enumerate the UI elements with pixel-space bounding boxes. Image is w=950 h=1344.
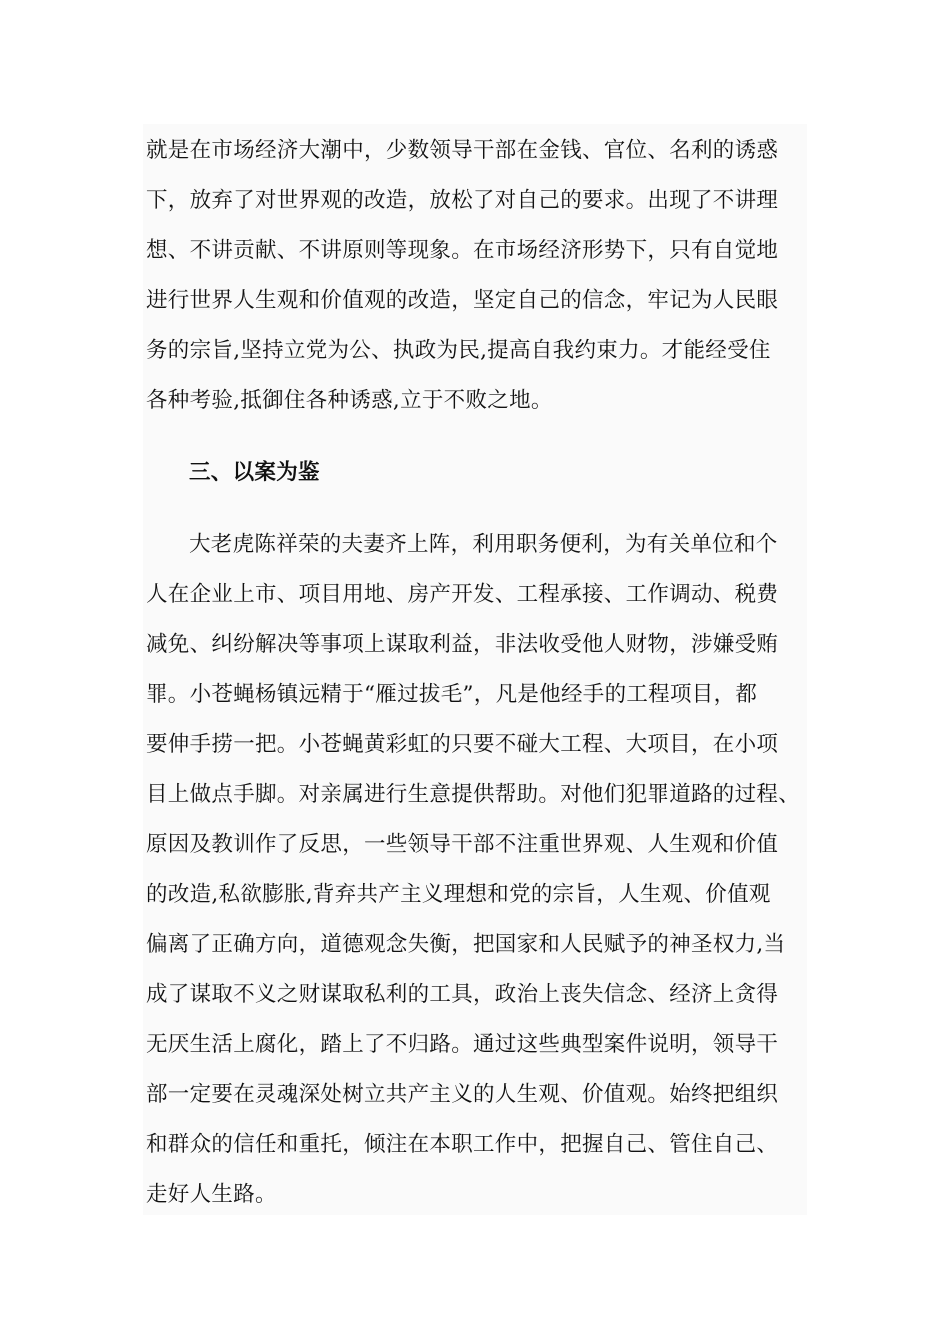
paragraph-1-line-1: 就是在市场经济大潮中，少数领导干部在金钱、官位、名利的诱惑: [146, 138, 779, 163]
paragraph-2-line-2: 人在企业上市、项目用地、房产开发、工程承接、工作调动、税费: [146, 582, 779, 607]
paragraph-2-line-11: 无厌生活上腐化，踏上了不归路。通过这些典型案件说明，领导干: [146, 1032, 779, 1057]
paragraph-2-line-10: 成了谋取不义之财谋取私利的工具，政治上丧失信念、经济上贪得: [146, 982, 779, 1007]
paragraph-1-line-4: 进行世界人生观和价值观的改造，坚定自己的信念，牢记为人民眼: [146, 288, 779, 313]
paragraph-2-line-8: 的改造,私欲膨胀,背弃共产主义理想和党的宗旨，人生观、价值观: [146, 882, 771, 907]
paragraph-2-line-9: 偏离了正确方向，道德观念失衡，把国家和人民赋予的神圣权力,当: [146, 932, 786, 957]
paragraph-1-line-3: 想、不讲贡献、不讲原则等现象。在市场经济形势下，只有自觉地: [146, 238, 779, 263]
paragraph-2-line-7: 原因及教训作了反思，一些领导干部不注重世界观、人生观和价值: [146, 832, 779, 857]
paragraph-1-line-5: 务的宗旨,坚持立党为公、执政为民,提高自我约束力。才能经受住: [146, 338, 771, 363]
paragraph-1-line-2: 下，放弃了对世界观的改造，放松了对自己的要求。出现了不讲理: [146, 188, 779, 213]
paragraph-1-line-6: 各种考验,抵御住各种诱惑,立于不败之地。: [146, 388, 553, 413]
paragraph-2-line-6: 目上做点手脚。对亲属进行生意提供帮助。对他们犯罪道路的过程、: [146, 782, 801, 807]
paragraph-2-line-14: 走好人生路。: [146, 1182, 277, 1207]
paragraph-2-line-13: 和群众的信任和重托，倾注在本职工作中，把握自己、管住自己、: [146, 1132, 779, 1157]
paragraph-2-line-1: 大老虎陈祥荣的夫妻齐上阵，利用职务便利，为有关单位和个: [189, 532, 778, 557]
paragraph-2-line-5: 要伸手捞一把。小苍蝇黄彩虹的只要不碰大工程、大项目，在小项: [146, 732, 779, 757]
paragraph-2-line-4: 罪。小苍蝇杨镇远精于“雁过拔毛”，凡是他经手的工程项目，都: [146, 682, 758, 707]
paragraph-2-line-3: 减免、纠纷解决等事项上谋取利益，非法收受他人财物，涉嫌受贿: [146, 632, 779, 657]
paragraph-2-line-12: 部一定要在灵魂深处树立共产主义的人生观、价值观。始终把组织: [146, 1082, 779, 1107]
section-heading: 三、以案为鉴: [189, 460, 320, 485]
